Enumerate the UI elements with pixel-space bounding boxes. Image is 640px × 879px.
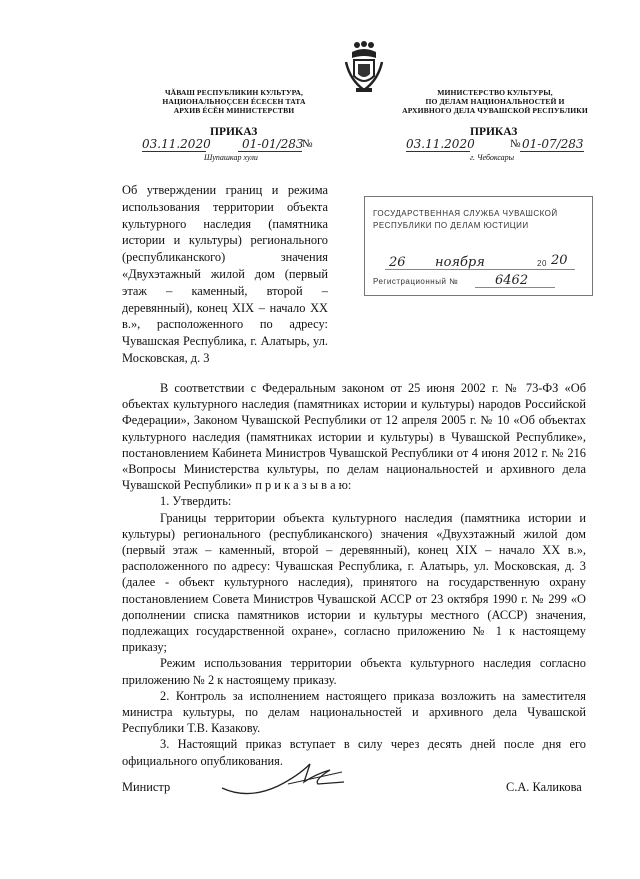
item-1-heading: 1. Утвердить:	[160, 494, 232, 509]
item-1-boundaries: Границы территории объекта культурного наследия (памятника истории и культуры) регионального (республиканского) значения «Двухэтажный жилой дом (первый этаж – каменный, второй – деревянный), конец XIX – начало XX в.», расположенного по адресу: Чувашская Республика, г. Алатырь, ул. Московская, д. 3 (далее - объект культурного наследия), принятого на государственную охрану постановлением Совета Министров Чувашской АССР от 23 октября 1990 г. № 299 «О дополнении списка памятников истории и культуры местного (АССР) значения, подлежащих государственной охране», согласно приложению № 1 к настоящему приказу;	[122, 510, 586, 655]
order-title-right: ПРИКАЗ	[470, 126, 518, 138]
ministry-name-russian	[390, 88, 600, 116]
stamp-month: ноября	[435, 255, 485, 270]
header-left-line-1: ЧĂВАШ РЕСПУБЛИКИН КУЛЬТУРА,	[164, 88, 304, 97]
stamp-day: 26	[389, 255, 406, 270]
order-number-right: 01-07/283	[522, 137, 584, 151]
order-subject: Об утверждении границ и режима использования территории объекта культурного наследия (памятника истории и культуры) регионального (республиканского) значения «Двухэтажный жилой дом (первый этаж – каменный, второй – деревянный), конец XIX – начало XX в.», расположенного по адресу: Чувашская Республика, г. Алатырь, ул. Московская, д. 3	[122, 183, 328, 365]
stamp-date-line	[385, 269, 575, 270]
order-number-line-right	[520, 151, 584, 152]
order-number-label-right: №	[510, 138, 521, 150]
header-left-line-3: АРХИВ ÉСĔН МИНИСТЕРСТВИ	[173, 106, 295, 116]
item-1-regime: Режим использования территории объекта культурного наследия согласно приложению № 2 к настоящему приказу.	[122, 656, 586, 687]
coat-of-arms-emblem	[344, 40, 384, 94]
order-number-label-left: №	[302, 138, 313, 150]
order-number-left: 01-01/283	[242, 137, 304, 151]
signatory-name: С.А. Каликова	[506, 780, 582, 794]
stamp-year-suffix: 20	[551, 253, 568, 268]
stamp-line-1: ГОСУДАРСТВЕННАЯ СЛУЖБА ЧУВАШСКОЙ	[373, 209, 558, 218]
item-3-effective: 3. Настоящий приказ вступает в силу через десять дней после дня его официального опубликования.	[122, 737, 586, 768]
stamp-year-prefix: 20	[537, 259, 547, 268]
stamp-line-2: РЕСПУБЛИКИ ПО ДЕЛАМ ЮСТИЦИИ	[373, 221, 529, 230]
order-date-right: 03.11.2020	[406, 137, 475, 151]
order-body	[122, 380, 586, 769]
order-number-line-left	[238, 151, 302, 152]
header-right-line-2: ПО ДЕЛАМ НАЦИОНАЛЬНОСТЕЙ И	[425, 97, 565, 107]
header-right-line-1: МИНИСТЕРСТВО КУЛЬТУРЫ,	[437, 88, 553, 97]
stamp-reg-number: 6462	[495, 273, 529, 288]
stamp-reg-label: Регистрационный №	[373, 277, 459, 286]
order-date-line-left	[142, 151, 206, 152]
ministry-name-chuvash	[150, 88, 318, 116]
order-date-line-right	[406, 151, 470, 152]
registration-stamp	[364, 196, 593, 296]
header-right-line-3: АРХИВНОГО ДЕЛА ЧУВАШСКОЙ РЕСПУБЛИКИ	[402, 106, 588, 116]
signatory-position: Министр	[122, 780, 171, 794]
handwritten-signature	[218, 760, 348, 800]
stamp-reg-line	[475, 287, 555, 288]
header-left-line-2: НАЦИОНАЛЬНОÇСЕН ÉСЕСЕН ТАТА	[162, 97, 306, 107]
order-date-left: 03.11.2020	[142, 137, 211, 151]
preamble-paragraph: В соответствии с Федеральным законом от 25 июня 2002 г. № 73-ФЗ «Об объектах культурного наследия (памятниках истории и культуры) народов Российской Федерации», Законом Чувашской Республики от 12 апреля 2005 г. № 10 «Об объектах культурного наследия (памятниках истории и культуры) в Чувашской Республике», постановлением Кабинета Министров Чувашской Республики от 4 июня 2012 г. № 216 «Вопросы Министерства культуры, по делам национальностей и архивного дела Чувашской Республики» п р и к а з ы в а ю:	[122, 381, 586, 493]
city-chuvash: Шупашкар хули	[204, 153, 258, 162]
order-title-left: ПРИКАЗ	[210, 126, 258, 138]
city-russian: г. Чебоксары	[470, 153, 515, 162]
item-2-control: 2. Контроль за исполнением настоящего приказа возложить на заместителя министра культуры, по делам национальностей и архивного дела Чувашской Республики Т.В. Казакову.	[122, 688, 586, 736]
